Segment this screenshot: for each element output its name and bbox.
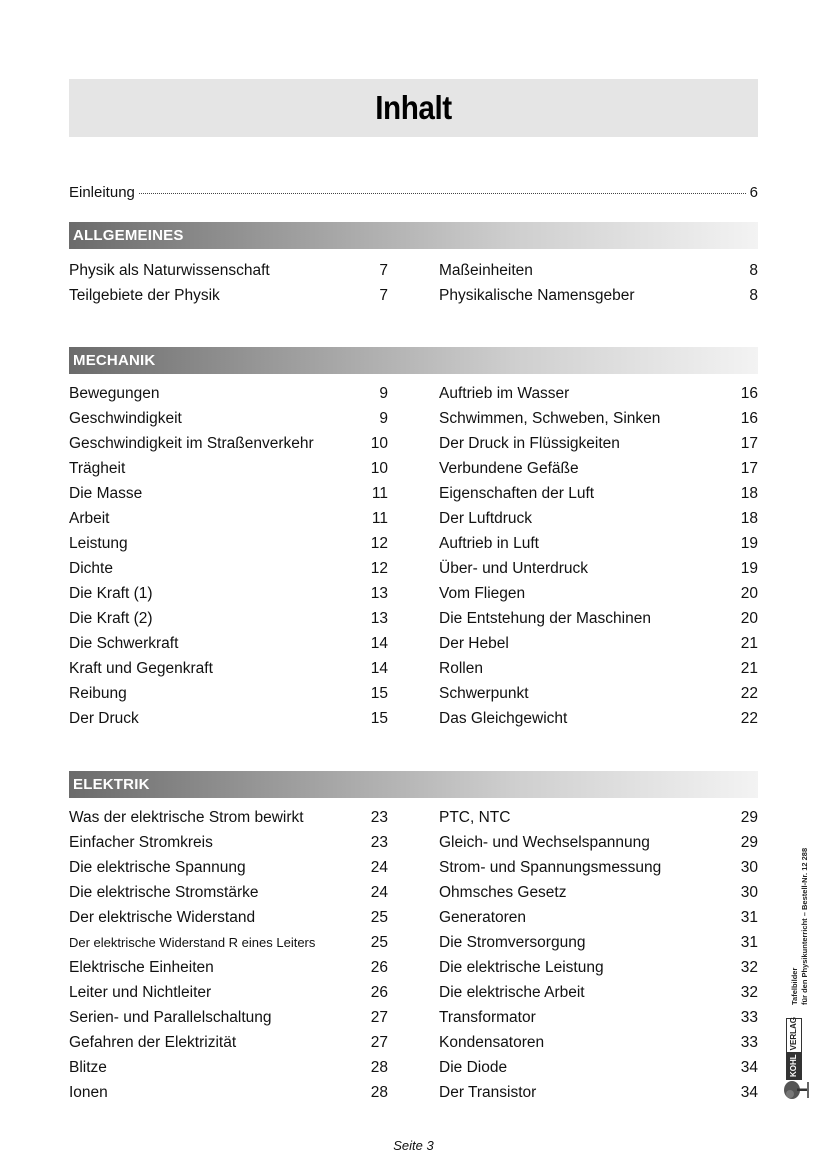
toc-entry-page: 7: [379, 262, 388, 279]
toc-entry-page: 33: [740, 1034, 758, 1051]
toc-entry[interactable]: [439, 1005, 758, 1030]
toc-entry[interactable]: [439, 283, 758, 308]
toc-entry[interactable]: [69, 805, 388, 830]
page-number: Seite 3: [393, 1138, 434, 1153]
section-heading: MECHANIK: [73, 352, 156, 369]
toc-entry-title: Die Entstehung der Maschinen: [439, 610, 651, 627]
toc-entry-page: 12: [370, 560, 388, 577]
page-title: Inhalt: [375, 89, 452, 126]
toc-entry[interactable]: [439, 1080, 758, 1105]
toc-entry-page: 34: [740, 1084, 758, 1101]
toc-entry-title: Kondensatoren: [439, 1034, 545, 1051]
toc-entry[interactable]: [439, 805, 758, 830]
toc-entry-title: Die Kraft (1): [69, 585, 153, 602]
toc-entry-title: Auftrieb in Luft: [439, 535, 539, 552]
toc-column-right: [439, 805, 758, 1105]
publisher-logo: [786, 1018, 802, 1080]
toc-entry[interactable]: [69, 681, 388, 706]
toc-entry[interactable]: [69, 406, 388, 431]
toc-entry-page: 10: [370, 460, 388, 477]
section-header-allgemeines: [69, 222, 758, 249]
toc-entry[interactable]: [69, 855, 388, 880]
toc-entry[interactable]: [439, 930, 758, 955]
toc-entry-title: Eigenschaften der Luft: [439, 485, 595, 502]
toc-entry-title: Rollen: [439, 660, 483, 677]
toc-entry-title: Reibung: [69, 685, 127, 702]
toc-entry[interactable]: [439, 706, 758, 731]
toc-entry[interactable]: [439, 905, 758, 930]
toc-entry-title: Leistung: [69, 535, 128, 552]
toc-entry-title: Die elektrische Stromstärke: [69, 884, 259, 901]
toc-entry-page: 27: [370, 1009, 388, 1026]
toc-entry-title: Transformator: [439, 1009, 536, 1026]
toc-entry-title: Elektrische Einheiten: [69, 959, 214, 976]
toc-entry-title: PTC, NTC: [439, 809, 511, 826]
toc-entry-title: Physik als Naturwissenschaft: [69, 262, 270, 279]
toc-entry-page: 19: [740, 535, 758, 552]
toc-entry[interactable]: [439, 431, 758, 456]
toc-entry[interactable]: [69, 1030, 388, 1055]
toc-entry-page: 33: [740, 1009, 758, 1026]
toc-entry-title: Physikalische Namensgeber: [439, 287, 635, 304]
toc-entry-title: Vom Fliegen: [439, 585, 526, 602]
toc-entry[interactable]: [69, 381, 388, 406]
tree-icon: [782, 1080, 810, 1100]
toc-entry[interactable]: [439, 830, 758, 855]
toc-entry-title: Einleitung: [69, 184, 135, 201]
toc-entry[interactable]: [69, 581, 388, 606]
toc-entry-page: 11: [371, 510, 388, 527]
toc-entry-title: Bewegungen: [69, 385, 160, 402]
toc-entry[interactable]: [69, 431, 388, 456]
toc-entry-page: 20: [740, 610, 758, 627]
toc-entry-page: 22: [740, 710, 758, 727]
toc-entry-page: 13: [370, 610, 388, 627]
toc-entry[interactable]: [439, 855, 758, 880]
toc-entry[interactable]: [69, 1080, 388, 1105]
toc-entry-title: Die Masse: [69, 485, 143, 502]
toc-entry-page: 19: [740, 560, 758, 577]
toc-entry[interactable]: [69, 631, 388, 656]
toc-entry-title: Die Diode: [439, 1059, 508, 1076]
toc-entry[interactable]: [69, 606, 388, 631]
book-subtitle-order-number: für den Physikunterricht – Bestell-Nr. 12 288: [800, 847, 809, 1005]
toc-column-left: [69, 258, 388, 308]
toc-entry[interactable]: [439, 381, 758, 406]
toc-entry[interactable]: [439, 980, 758, 1005]
section-header-elektrik: [69, 771, 758, 798]
toc-entry[interactable]: [69, 830, 388, 855]
logo-kohl: KOHL: [787, 1052, 801, 1079]
toc-entry-page: 11: [371, 485, 388, 502]
section-header-mechanik: [69, 347, 758, 374]
toc-entry[interactable]: [439, 656, 758, 681]
section-heading: ELEKTRIK: [73, 776, 150, 793]
toc-entry-title: Kraft und Gegenkraft: [69, 660, 213, 677]
toc-entry-page: 13: [370, 585, 388, 602]
toc-entry-title: Der Luftdruck: [439, 510, 533, 527]
toc-entry-title: Dichte: [69, 560, 113, 577]
toc-entry-title: Verbundene Gefäße: [439, 460, 579, 477]
toc-entry[interactable]: [439, 581, 758, 606]
toc-entry-page: 34: [740, 1059, 758, 1076]
toc-entry[interactable]: [69, 506, 388, 531]
toc-entry-title: Die Schwerkraft: [69, 635, 179, 652]
toc-entry-page: 28: [370, 1059, 388, 1076]
toc-entry-title: Strom- und Spannungsmessung: [439, 859, 662, 876]
toc-entry-page: 32: [740, 959, 758, 976]
toc-entry-page: 7: [379, 287, 388, 304]
publisher-sidebar-rotated: [778, 830, 818, 1100]
toc-entry[interactable]: [69, 531, 388, 556]
toc-entry-page: 26: [370, 984, 388, 1001]
toc-entry[interactable]: [69, 905, 388, 930]
toc-entry-title: Ionen: [69, 1084, 108, 1101]
toc-entry[interactable]: [69, 706, 388, 731]
toc-entry-title: Die elektrische Spannung: [69, 859, 246, 876]
toc-entry-title: Was der elektrische Strom bewirkt: [69, 809, 304, 826]
title-box: [69, 79, 758, 137]
toc-entry-page: 12: [370, 535, 388, 552]
logo-verlag: VERLAG: [789, 1016, 798, 1051]
toc-entry[interactable]: [439, 481, 758, 506]
toc-entry-title: Leiter und Nichtleiter: [69, 984, 212, 1001]
section-heading: ALLGEMEINES: [73, 227, 184, 244]
toc-entry-page: 26: [370, 959, 388, 976]
toc-entry-page: 25: [370, 909, 388, 926]
toc-entry-title: Teilgebiete der Physik: [69, 287, 220, 304]
toc-entry[interactable]: [439, 955, 758, 980]
toc-entry[interactable]: [439, 556, 758, 581]
toc-entry-page: 21: [740, 635, 758, 652]
toc-column-left: [69, 381, 388, 731]
toc-entry-title: Der Transistor: [439, 1084, 537, 1101]
toc-entry-title: Geschwindigkeit: [69, 410, 182, 427]
toc-entry[interactable]: [69, 880, 388, 905]
toc-entry[interactable]: [439, 631, 758, 656]
toc-entry[interactable]: [69, 456, 388, 481]
toc-entry-page: 32: [740, 984, 758, 1001]
toc-entry-title: Serien- und Parallelschaltung: [69, 1009, 272, 1026]
toc-entry[interactable]: [439, 880, 758, 905]
toc-entry-page: 10: [370, 435, 388, 452]
toc-entry-title: Auftrieb im Wasser: [439, 385, 570, 402]
toc-entry-title: Generatoren: [439, 909, 527, 926]
toc-entry-page: 15: [370, 710, 388, 727]
publisher-sidebar: [778, 830, 818, 1100]
toc-entry[interactable]: [439, 606, 758, 631]
toc-entry-title: Der Druck: [69, 710, 139, 727]
toc-entry-title: Maßeinheiten: [439, 262, 533, 279]
toc-entry-page: 17: [740, 460, 758, 477]
toc-entry-page: 8: [749, 262, 758, 279]
toc-entry[interactable]: [69, 656, 388, 681]
toc-entry[interactable]: [439, 406, 758, 431]
toc-entry-page: 6: [749, 184, 758, 201]
toc-entry[interactable]: [439, 531, 758, 556]
toc-entry-page: 18: [740, 510, 758, 527]
toc-entry-title: Die elektrische Arbeit: [439, 984, 585, 1001]
toc-entry[interactable]: [69, 258, 388, 283]
toc-entry-title: Die Kraft (2): [69, 610, 153, 627]
toc-entry-page: 9: [379, 385, 388, 402]
toc-entry-title: Ohmsches Gesetz: [439, 884, 567, 901]
toc-entry-page: 25: [370, 934, 388, 951]
toc-entry-title: Über- und Unterdruck: [439, 560, 589, 577]
toc-entry[interactable]: [69, 283, 388, 308]
toc-entry-page: 17: [740, 435, 758, 452]
toc-entry-title: Schwerpunkt: [439, 685, 529, 702]
toc-entry-page: 22: [740, 685, 758, 702]
dot-leader: [139, 193, 746, 194]
toc-column-right: [439, 258, 758, 308]
toc-entry[interactable]: [69, 1055, 388, 1080]
toc-entry-title: Der Druck in Flüssigkeiten: [439, 435, 620, 452]
toc-entry-page: 16: [740, 410, 758, 427]
toc-entry-page: 21: [740, 660, 758, 677]
toc-entry-title: Einfacher Stromkreis: [69, 834, 213, 851]
toc-entry-page: 15: [370, 685, 388, 702]
toc-entry-title: Das Gleichgewicht: [439, 710, 568, 727]
toc-entry-page: 23: [370, 809, 388, 826]
toc-entry-title: Schwimmen, Schweben, Sinken: [439, 410, 661, 427]
toc-entry-title: Der elektrische Widerstand R eines Leiters: [69, 935, 316, 950]
toc-entry[interactable]: [69, 955, 388, 980]
toc-entry-title: Die Stromversorgung: [439, 934, 586, 951]
toc-entry-title: Gefahren der Elektrizität: [69, 1034, 237, 1051]
toc-entry-page: 30: [740, 859, 758, 876]
toc-entry-page: 24: [370, 884, 388, 901]
toc-entry-page: 28: [370, 1084, 388, 1101]
toc-entry[interactable]: [439, 681, 758, 706]
toc-entry[interactable]: [439, 456, 758, 481]
toc-entry-title: Blitze: [69, 1059, 107, 1076]
toc-entry-page: 14: [370, 635, 388, 652]
toc-entry-page: 9: [379, 410, 388, 427]
toc-entry-title: Gleich- und Wechselspannung: [439, 834, 650, 851]
toc-entry[interactable]: [69, 556, 388, 581]
book-title: Tafelbilder: [790, 967, 799, 1005]
toc-entry-title: Der Hebel: [439, 635, 509, 652]
toc-entry-title: Die elektrische Leistung: [439, 959, 604, 976]
toc-entry-page: 29: [740, 834, 758, 851]
toc-entry-page: 24: [370, 859, 388, 876]
toc-entry-title: Trägheit: [69, 460, 126, 477]
toc-entry-page: 23: [370, 834, 388, 851]
toc-entry-page: 31: [740, 909, 758, 926]
toc-entry-page: 8: [749, 287, 758, 304]
toc-entry[interactable]: [439, 506, 758, 531]
toc-entry-page: 20: [740, 585, 758, 602]
toc-entry-title: Geschwindigkeit im Straßenverkehr: [69, 435, 314, 452]
toc-entry-page: 29: [740, 809, 758, 826]
toc-entry-page: 31: [740, 934, 758, 951]
toc-entry[interactable]: [69, 980, 388, 1005]
toc-column-right: [439, 381, 758, 731]
toc-entry-title: Arbeit: [69, 510, 110, 527]
toc-entry-page: 27: [370, 1034, 388, 1051]
toc-entry-page: 14: [370, 660, 388, 677]
toc-entry[interactable]: [69, 930, 388, 955]
toc-entry[interactable]: [69, 1005, 388, 1030]
toc-entry[interactable]: [439, 1030, 758, 1055]
toc-entry-page: 18: [740, 485, 758, 502]
toc-entry-title: Der elektrische Widerstand: [69, 909, 256, 926]
toc-entry-einleitung[interactable]: [69, 184, 758, 204]
toc-entry-page: 30: [740, 884, 758, 901]
toc-entry[interactable]: [439, 1055, 758, 1080]
toc-entry[interactable]: [439, 258, 758, 283]
toc-entry[interactable]: [69, 481, 388, 506]
toc-column-left: [69, 805, 388, 1105]
toc-entry-page: 16: [740, 385, 758, 402]
